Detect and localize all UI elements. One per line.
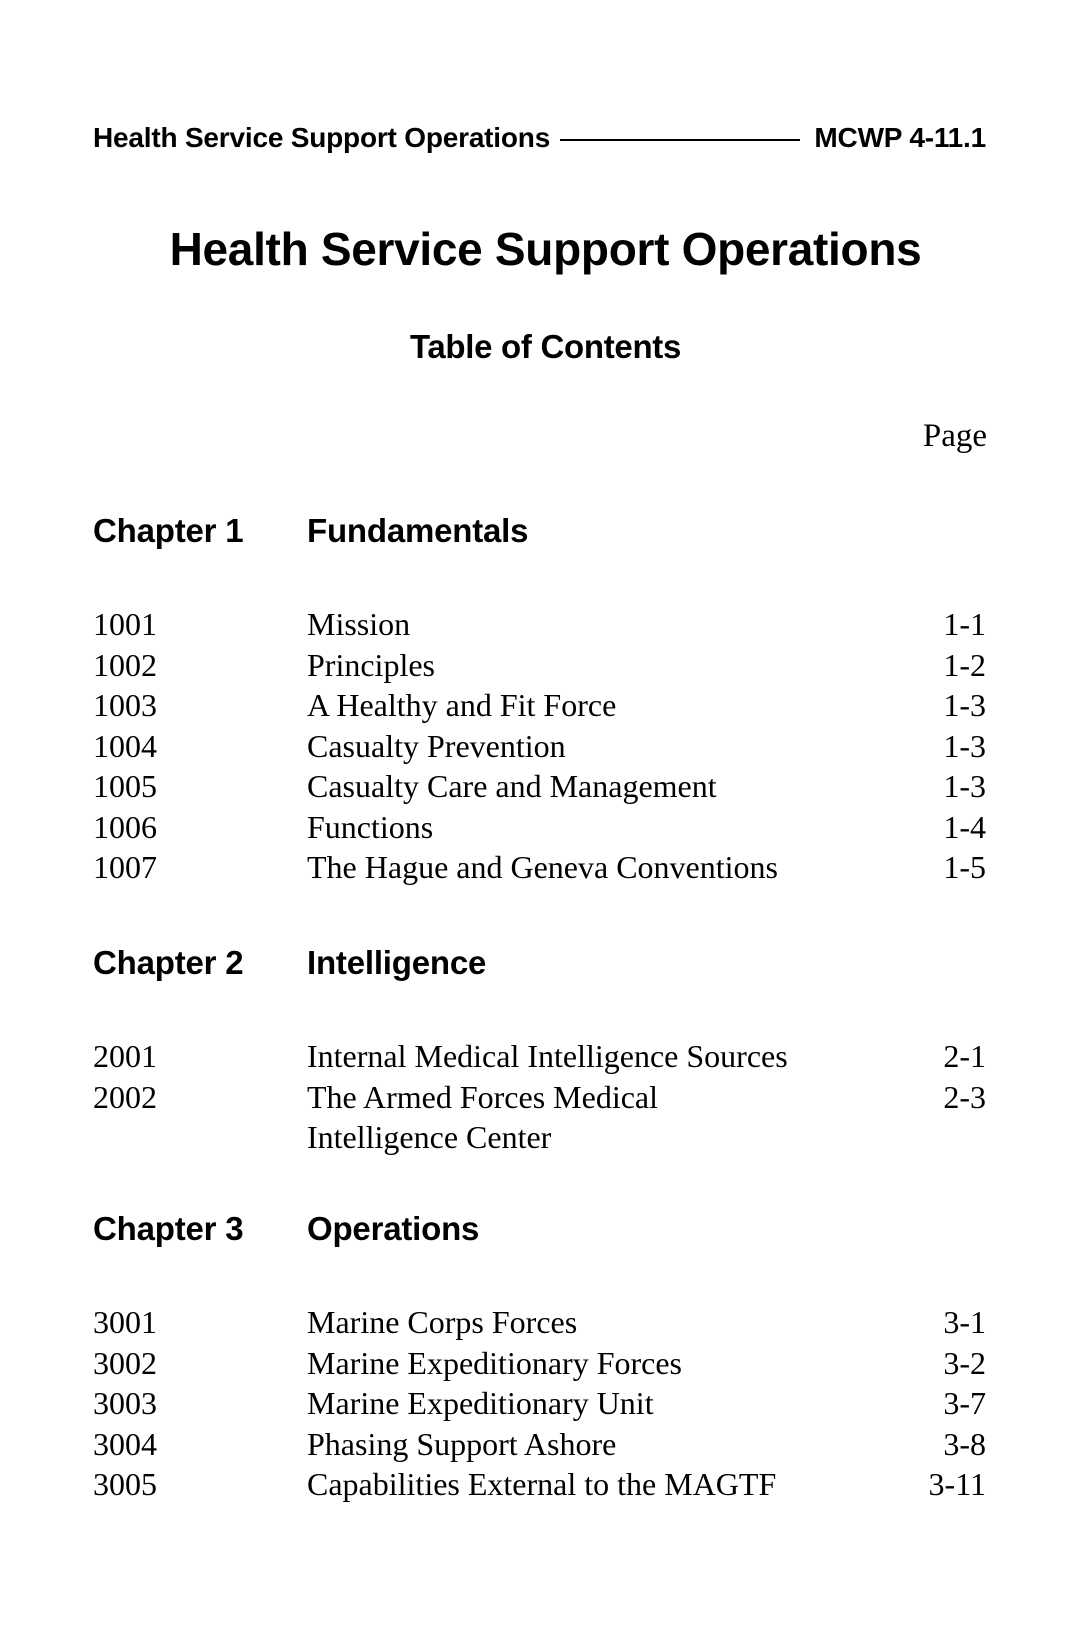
- entry-page: 1-3: [943, 687, 986, 723]
- entry-title: Casualty Prevention: [307, 727, 566, 764]
- toc-entry[interactable]: [93, 1036, 986, 1077]
- toc-entry[interactable]: [93, 847, 986, 888]
- entry-title: Functions: [307, 808, 434, 845]
- chapter-heading: [93, 1210, 986, 1250]
- entry-number: 2002: [93, 1078, 157, 1115]
- entry-title-line-1: The Armed Forces Medical: [307, 1078, 658, 1115]
- chapter-heading: [93, 512, 986, 552]
- toc-entry[interactable]: [93, 1383, 986, 1424]
- entry-page: 1-1: [943, 606, 986, 642]
- entry-title: The Hague and Geneva Conventions: [307, 849, 778, 885]
- toc-entry-list: [93, 604, 986, 888]
- chapter-label: Chapter 2: [93, 944, 244, 981]
- chapter-section: [93, 1210, 986, 1505]
- toc-entry-list: [93, 1302, 986, 1505]
- entry-number: 1003: [93, 687, 157, 723]
- toc-title: Table of Contents: [409, 328, 682, 365]
- chapter-label: Chapter 3: [93, 1210, 244, 1247]
- entry-page: 1-5: [943, 849, 986, 885]
- entry-title: Marine Corps Forces: [307, 1304, 578, 1340]
- chapter-section: [93, 512, 986, 888]
- entry-page: 1-3: [943, 768, 986, 804]
- entry-title: Phasing Support Ashore: [307, 1425, 617, 1462]
- entry-page: 3-7: [943, 1385, 986, 1421]
- running-header-doc-number: MCWP 4-11.1: [814, 122, 986, 153]
- entry-number: 3001: [93, 1304, 157, 1340]
- toc-entry[interactable]: [93, 1302, 986, 1343]
- chapter-label: Chapter 1: [93, 512, 244, 549]
- toc-entry[interactable]: [93, 1343, 986, 1384]
- entry-number: 1006: [93, 808, 157, 845]
- toc-entry[interactable]: [93, 604, 986, 645]
- chapter-title: Intelligence: [307, 944, 487, 981]
- entry-number: 3004: [93, 1425, 157, 1462]
- entry-number: 1001: [93, 606, 157, 642]
- entry-title: Marine Expeditionary Forces: [307, 1344, 682, 1381]
- entry-number: 1007: [93, 849, 157, 885]
- entry-number: 1005: [93, 768, 157, 804]
- entry-title-multiline: [307, 1077, 906, 1158]
- header-rule: [560, 139, 800, 141]
- entry-title: Marine Expeditionary Unit: [307, 1385, 654, 1421]
- entry-page: 3-11: [928, 1466, 986, 1502]
- chapter-section: [93, 944, 986, 1158]
- toc-entry[interactable]: [93, 685, 986, 726]
- entry-page: 3-2: [943, 1344, 986, 1381]
- toc-entry[interactable]: [93, 726, 986, 767]
- chapter-heading: [93, 944, 986, 984]
- toc-entry[interactable]: [93, 807, 986, 848]
- chapter-title: Fundamentals: [307, 512, 529, 549]
- chapter-title: Operations: [307, 1210, 480, 1247]
- toc-entry[interactable]: [93, 1464, 986, 1505]
- entry-title: Principles: [307, 646, 435, 683]
- entry-title: Capabilities External to the MAGTF: [307, 1466, 777, 1502]
- entry-title: A Healthy and Fit Force: [307, 687, 617, 723]
- page-column-label: Page: [922, 418, 987, 454]
- entry-page: 3-8: [943, 1425, 986, 1462]
- toc-entry[interactable]: [93, 1077, 986, 1158]
- entry-page: 3-1: [943, 1304, 986, 1340]
- entry-page: 2-1: [943, 1038, 986, 1074]
- entry-page: 2-3: [943, 1078, 986, 1115]
- document-title: Health Service Support Operations: [169, 223, 922, 275]
- toc-entry[interactable]: [93, 1424, 986, 1465]
- entry-page: 1-3: [943, 727, 986, 764]
- entry-title: Internal Medical Intelligence Sources: [307, 1038, 788, 1074]
- entry-page: 1-2: [943, 646, 986, 683]
- running-header-title: Health Service Support Operations: [93, 122, 551, 153]
- entry-title: Casualty Care and Management: [307, 768, 717, 804]
- entry-page: 1-4: [943, 808, 986, 845]
- entry-number: 3003: [93, 1385, 157, 1421]
- entry-number: 3002: [93, 1344, 157, 1381]
- toc-entry[interactable]: [93, 766, 986, 807]
- toc-entry[interactable]: [93, 645, 986, 686]
- entry-title: Mission: [307, 606, 411, 642]
- toc-entry-list: [93, 1036, 986, 1158]
- entry-title-line-2: Intelligence Center: [307, 1119, 552, 1155]
- entry-number: 1004: [93, 727, 157, 764]
- running-header: [93, 118, 986, 158]
- entry-number: 3005: [93, 1466, 157, 1502]
- entry-number: 2001: [93, 1038, 157, 1074]
- entry-number: 1002: [93, 646, 157, 683]
